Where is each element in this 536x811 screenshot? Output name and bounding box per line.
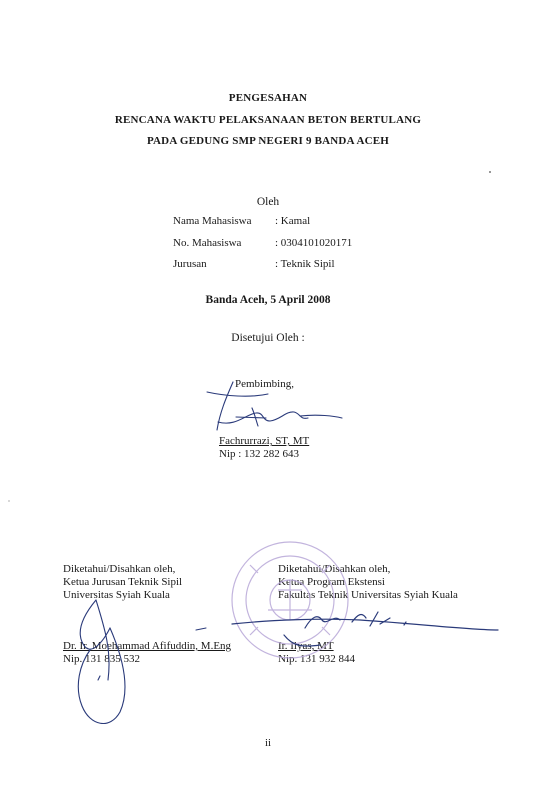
student-name-value: : Kamal xyxy=(275,215,311,227)
right-signatory-line-3: Fakultas Teknik Universitas Syiah Kuala xyxy=(278,589,458,601)
right-signatory-line-2: Ketua Program Ekstensi xyxy=(278,576,385,588)
left-signatory-line-3: Universitas Syiah Kuala xyxy=(63,589,170,601)
department-value: : Teknik Sipil xyxy=(275,258,335,270)
right-signatory-line-1: Diketahui/Disahkan oleh, xyxy=(278,563,391,575)
supervisor-nip: Nip : 132 282 643 xyxy=(219,448,300,460)
supervisor-role: Pembimbing, xyxy=(235,378,294,390)
right-signature xyxy=(232,612,498,646)
left-signatory-name: Dr. Ir. Moehammad Afifuddin, M.Eng xyxy=(63,640,232,652)
left-signature xyxy=(78,600,206,723)
left-signatory-line-2: Ketua Jurusan Teknik Sipil xyxy=(63,576,183,588)
student-number-value: : 0304101020171 xyxy=(275,237,353,249)
department-key: Jurusan xyxy=(173,258,207,270)
student-name-key: Nama Mahasiswa xyxy=(173,215,252,227)
supervisor-name: Fachrurrazi, ST, MT xyxy=(219,435,310,447)
approval-heading: PENGESAHAN xyxy=(228,92,308,104)
left-signatory-line-1: Diketahui/Disahkan oleh, xyxy=(63,563,176,575)
student-number-key: No. Mahasiswa xyxy=(173,237,242,249)
supervisor-signature xyxy=(207,382,342,430)
right-signatory-nip: Nip. 131 932 844 xyxy=(278,653,355,665)
by-label: Oleh xyxy=(256,196,280,208)
place-date: Banda Aceh, 5 April 2008 xyxy=(205,294,331,306)
approved-by-label: Disetujui Oleh : xyxy=(231,332,305,344)
left-signatory-nip: Nip. 131 835 532 xyxy=(63,653,140,665)
title-line-2: PADA GEDUNG SMP NEGERI 9 BANDA ACEH xyxy=(146,135,390,147)
page-number: ii xyxy=(264,737,272,749)
title-line-1: RENCANA WAKTU PELAKSANAAN BETON BERTULANG xyxy=(114,114,422,126)
right-signatory-name: Ir. Ilyas, MT xyxy=(278,640,334,652)
